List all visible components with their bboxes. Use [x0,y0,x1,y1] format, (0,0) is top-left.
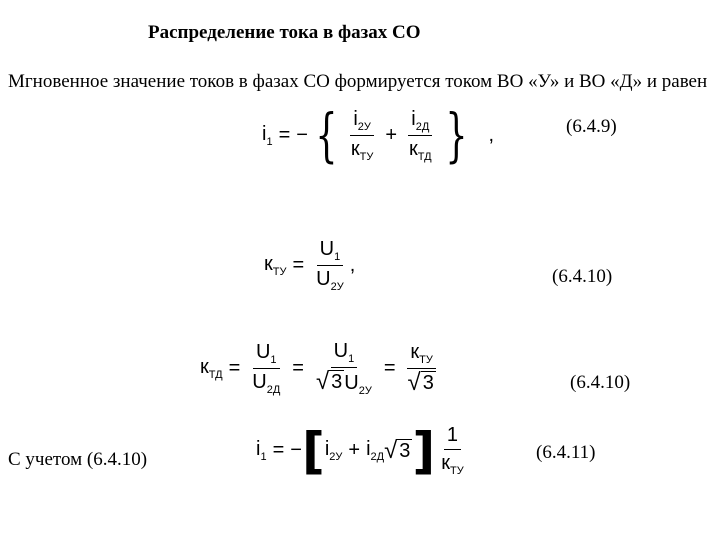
eq1-brace-close: } [444,101,468,169]
with-account-label: С учетом (6.4.10) [8,449,148,470]
eq4-sqrt: √ 3 [384,436,411,464]
eq3-equals-2: = [292,357,304,379]
eq3-sqrt-2: √ 3 [407,369,434,396]
eq4-bracket-close: ] [412,421,436,480]
eq4-fraction: $\frac{1}{к_{ТУ}}$ [441,424,464,477]
eq1-plus: + [385,123,398,146]
eq3-fraction-2: $U_1$ √ 3 $U_{2У}$ [315,340,372,397]
eq1-fraction-1: $\frac{i_{2У}}{к_{ТУ}}$ [350,107,374,163]
eq4-bracket-open: [ [301,421,325,480]
eq4-term-2: $i_{2Д}$ [366,438,385,463]
eq-number-6-4-10-b: (6.4.10) [570,372,631,393]
eq3-sqrt-1: √ 3 [315,368,343,395]
equation-6-4-9 [262,101,495,169]
eq1-fraction-2: $\frac{i_{2Д}}{к_{ТД}}$ [409,107,432,163]
eq-number-6-4-11: (6.4.11) [536,442,596,463]
eq1-minus: − [296,123,308,146]
eq2-equals: = [292,254,305,276]
equation-6-4-11 [256,421,470,480]
eq2-fraction: $\frac{U_1}{U_{2У}}$ [316,238,344,293]
eq4-equals: = [272,439,285,461]
eq2-lhs: $к_{ТУ}$ [264,253,287,278]
equation-6-4-10-a [264,238,355,293]
eq3-fraction-3: $к_{ТУ}$ √ 3 [405,341,439,396]
page-title: Распределение тока в фазах СО [148,22,421,43]
equation-6-4-10-b [200,340,442,397]
eq3-lhs: $к_{ТД}$ [200,356,223,381]
eq4-plus: + [348,439,361,461]
intro-paragraph: Мгновенное значение токов в фазах СО формируется током ВО «У» и ВО «Д» и равен [8,71,708,92]
eq3-equals-1: = [228,357,241,379]
eq4-minus: − [290,439,302,461]
eq-number-6-4-9: (6.4.9) [566,116,617,137]
eq1-equals: = [278,123,291,146]
eq-number-6-4-10-a: (6.4.10) [552,266,613,287]
eq1-comma: , [488,123,495,146]
eq2-comma: , [349,254,356,276]
eq1-brace-open: { [315,101,338,169]
eq4-term-1: $i_{2У}$ [324,438,343,463]
eq3-equals-3: = [383,357,396,379]
eq3-fraction-1: $\frac{U_1}{U_{2Д}}$ [252,341,281,396]
eq1-lhs: $i_1$ [262,122,273,148]
eq4-lhs: $i_1$ [256,438,267,463]
